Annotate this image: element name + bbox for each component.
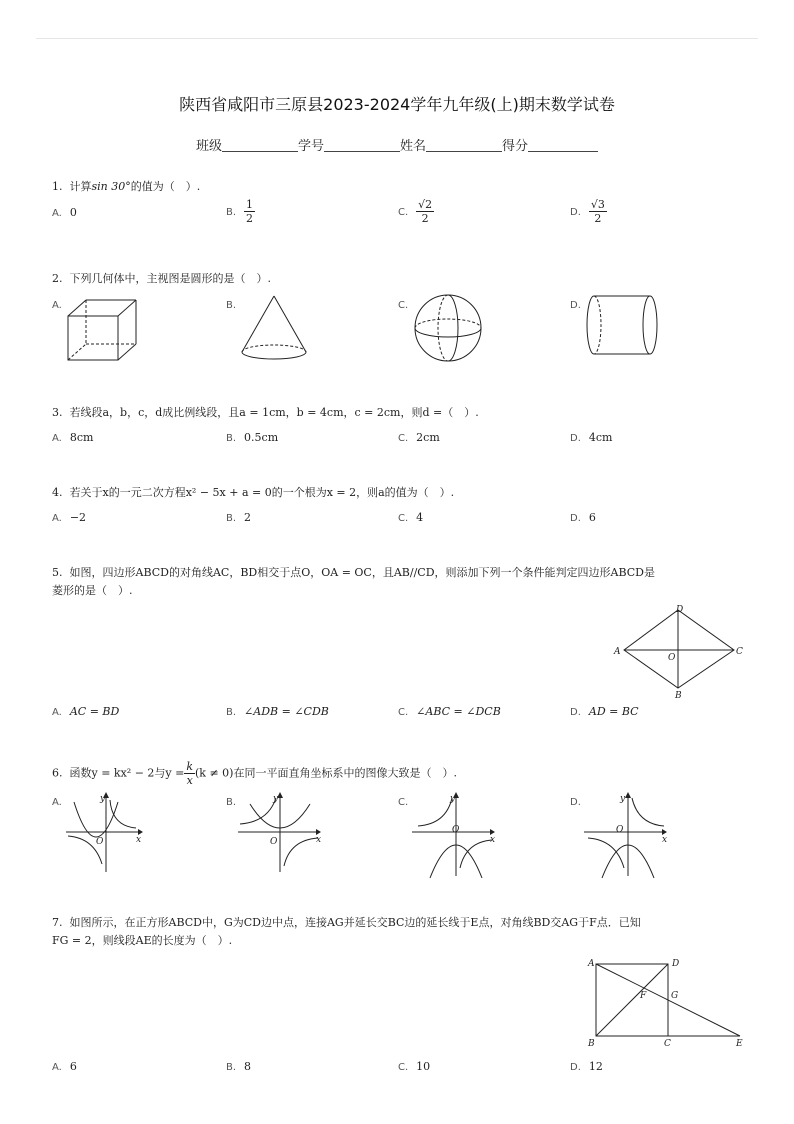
question-4-stem: 4. 若关于x的一元二次方程x² − 5x + a = 0的一个根为x = 2，则a的值为（ ）.: [52, 486, 455, 499]
label-d: D: [676, 605, 684, 615]
class-blank[interactable]: [222, 138, 298, 152]
label-c: C: [736, 647, 743, 657]
q7-square-figure: [584, 952, 746, 1054]
cone-figure: [238, 294, 308, 364]
svg-text:O: O: [616, 825, 624, 835]
label-c: C: [664, 1039, 671, 1049]
score-label: 得分: [502, 139, 529, 154]
q1-option-d[interactable]: D. $\frac{√3}{2}$: [570, 198, 605, 225]
exam-title: 陕西省咸阳市三原县2023-2024学年九年级(上)期末数学试卷: [179, 95, 615, 114]
q6-graph-a: [66, 792, 146, 876]
number-label: 学号: [297, 139, 324, 154]
top-divider: [36, 38, 758, 39]
label-b: B: [588, 1039, 595, 1049]
label-a: A: [588, 959, 595, 969]
question-1-stem: 1. 计算sin 30°的值为（ ）.: [52, 180, 201, 193]
q3-option-b[interactable]: B. 0.5cm: [226, 431, 279, 444]
q1-option-b[interactable]: B. $\frac{1}{2}$: [226, 198, 254, 225]
q4-option-d[interactable]: D. 6: [570, 511, 596, 524]
q2-option-b[interactable]: B.: [226, 300, 237, 311]
q2-option-a[interactable]: A.: [52, 300, 62, 311]
q6-option-c[interactable]: C.: [398, 797, 409, 808]
q5-option-d[interactable]: D. AD = BC: [570, 705, 639, 718]
score-blank[interactable]: [528, 138, 598, 152]
name-label: 姓名: [400, 139, 427, 154]
q7-option-c[interactable]: C. 10: [398, 1060, 431, 1073]
name-blank[interactable]: [426, 138, 502, 152]
sphere-figure: [412, 294, 484, 366]
q2-option-d[interactable]: D.: [570, 300, 581, 311]
q4-option-a[interactable]: A. −2: [52, 511, 87, 524]
q3-option-a[interactable]: A. 8cm: [52, 431, 94, 444]
q5-rhombus-figure: [612, 602, 748, 701]
q5-option-a[interactable]: A. AC = BD: [52, 705, 120, 718]
number-blank[interactable]: [324, 138, 400, 152]
q6-option-d[interactable]: D.: [570, 797, 581, 808]
cube-figure: [64, 296, 144, 366]
question-6-stem: 6. 函数y = kx² − 2与y = $\frac{k}{x}$ (k ≠ 0)在同一平面直角坐标系中的图像大致是（ ）.: [52, 760, 457, 787]
label-o: O: [668, 653, 676, 663]
label-f: F: [640, 991, 647, 1001]
q6-graph-b: [238, 792, 324, 876]
svg-text:y: y: [450, 794, 456, 804]
svg-text:y: y: [100, 794, 106, 804]
svg-text:y: y: [620, 794, 626, 804]
question-3-stem: 3. 若线段a，b，c，d成比例线段，且a = 1cm，b = 4cm，c = 2cm，则d =（ ）.: [52, 406, 479, 419]
q4-option-c[interactable]: C. 4: [398, 511, 424, 524]
q6-graph-c: [412, 792, 498, 878]
q6-option-a[interactable]: A.: [52, 797, 62, 808]
question-7-stem: 7. 如图所示，在正方形ABCD中，G为CD边中点，连接AG并延长交BC边的延长线于E点，对角线BD交AG于F点．已知 FG = 2，则线段AE的长度为（ ）.: [52, 916, 641, 947]
q7-option-a[interactable]: A. 6: [52, 1060, 77, 1073]
q3-option-d[interactable]: D. 4cm: [570, 431, 613, 444]
q3-option-c[interactable]: C. 2cm: [398, 431, 440, 444]
q7-option-d[interactable]: D. 12: [570, 1060, 603, 1073]
label-a: A: [614, 647, 621, 657]
label-b: B: [675, 691, 682, 701]
cylinder-figure: [584, 294, 664, 360]
q1-option-a[interactable]: A. 0: [52, 206, 77, 219]
q6-graph-d: [584, 792, 670, 878]
svg-text:y: y: [273, 794, 279, 804]
class-label: 班级: [195, 139, 222, 154]
q1-option-c[interactable]: C. $\frac{√2}{2}$: [398, 198, 433, 225]
svg-text:x: x: [490, 835, 496, 845]
svg-text:O: O: [452, 825, 460, 835]
q7-option-b[interactable]: B. 8: [226, 1060, 252, 1073]
q4-option-b[interactable]: B. 2: [226, 511, 252, 524]
svg-text:O: O: [96, 837, 104, 847]
label-d: D: [672, 959, 680, 969]
q5-option-c[interactable]: C. ∠ABC = ∠DCB: [398, 705, 501, 718]
label-g: G: [671, 991, 679, 1001]
label-e: E: [736, 1039, 743, 1049]
svg-text:O: O: [270, 837, 278, 847]
svg-text:x: x: [316, 835, 322, 845]
question-5-stem: 5. 如图，四边形ABCD的对角线AC，BD相交于点O，OA = OC，且AB//CD，则添加下列一个条件能判定四边形ABCD是 菱形的是（ ）.: [52, 566, 655, 597]
q2-option-c[interactable]: C.: [398, 300, 409, 311]
svg-text:x: x: [662, 835, 668, 845]
q5-option-b[interactable]: B. ∠ADB = ∠CDB: [226, 705, 329, 718]
svg-text:x: x: [136, 835, 142, 845]
student-info-line: [0, 135, 794, 154]
q6-option-b[interactable]: B.: [226, 797, 237, 808]
question-2-stem: 2. 下列几何体中，主视图是圆形的是（ ）.: [52, 272, 271, 285]
